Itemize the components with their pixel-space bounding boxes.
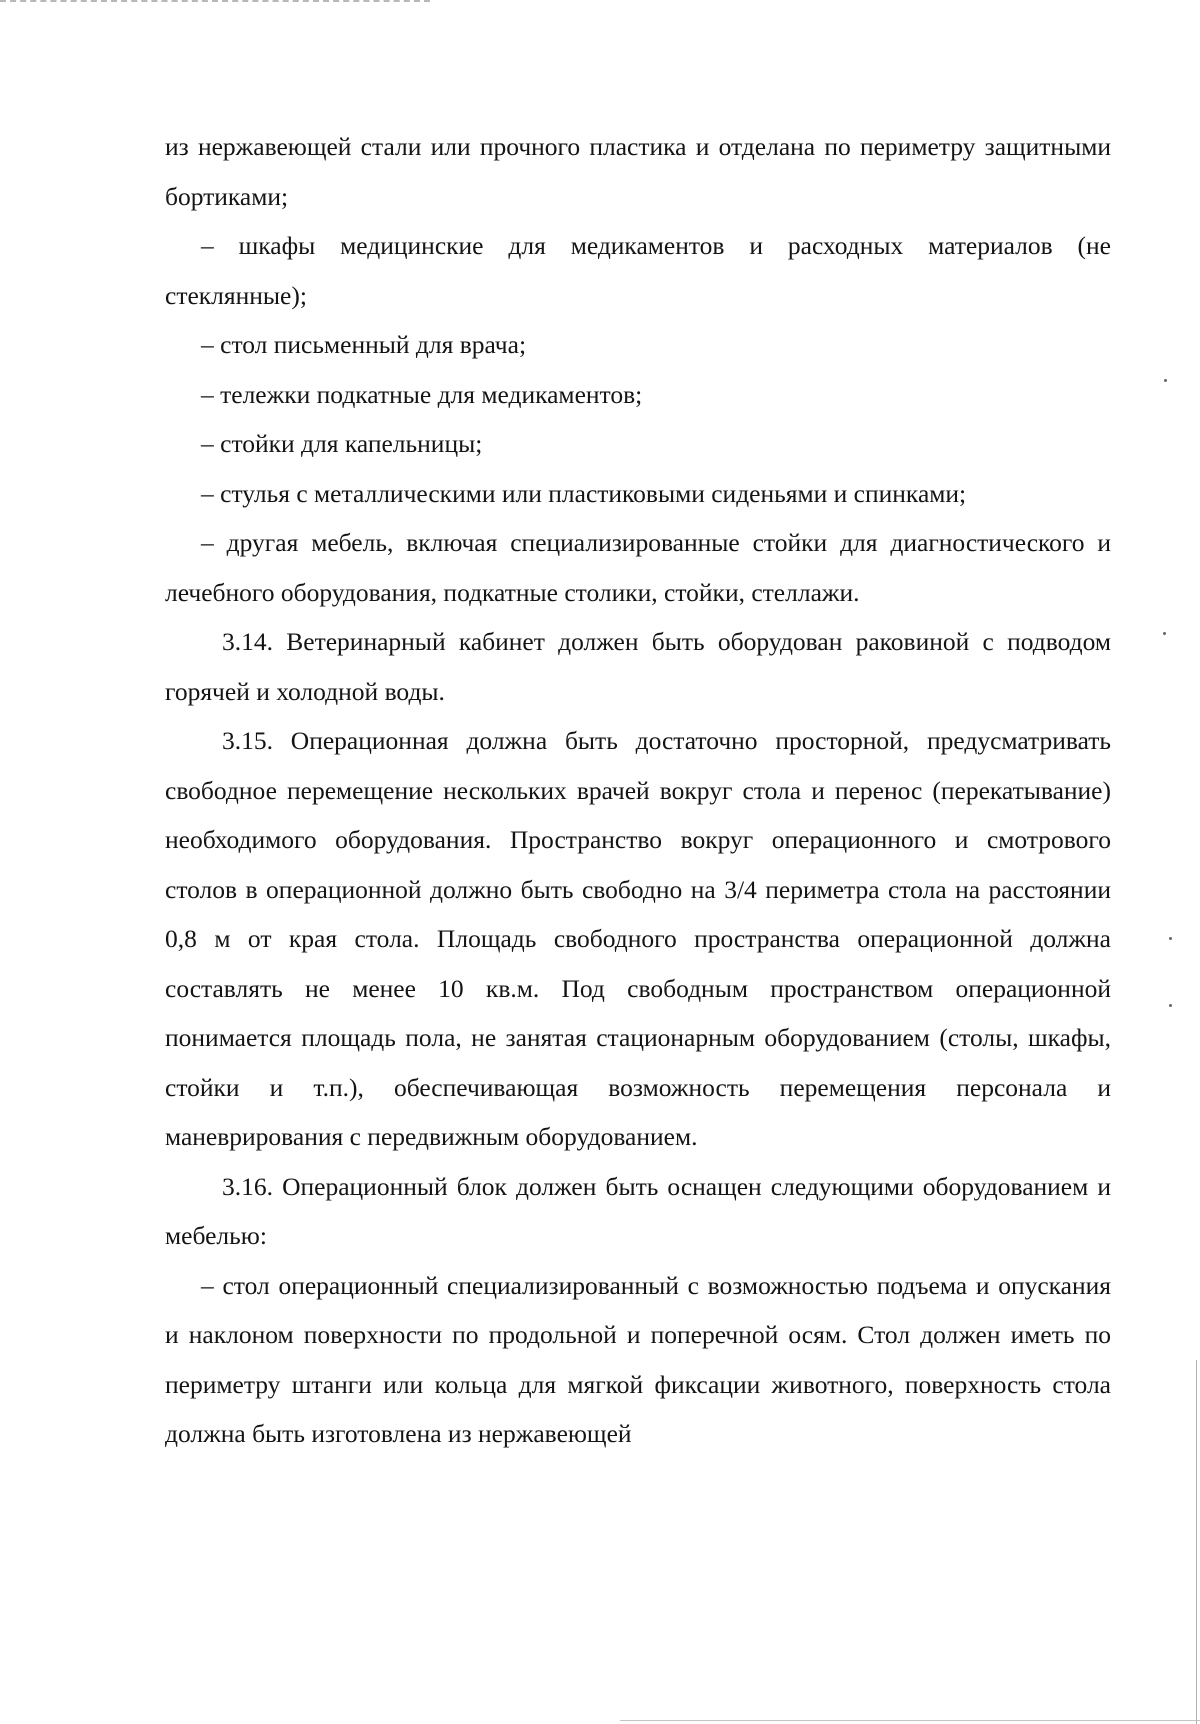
list-item-operating-table: – стол операционный специализированный с возможностью подъема и опускания и наклоном поверхности по продольной и поперечной осям. Стол должен иметь по периметру штанги или кольца для мягкой фиксации животного, поверхность стола должна быть изготовлена из нержавеющей (165, 1270, 1111, 1448)
scan-edge-bottom (620, 1720, 1200, 1722)
document-body (165, 122, 1111, 1459)
clause-3-14: 3.14. Ветеринарный кабинет должен быть оборудован раковиной с подводом горячей и холодной воды. (165, 627, 1111, 706)
scan-edge-right (1196, 1360, 1198, 1724)
list-item-desk: – стол письменный для врача; (201, 330, 527, 359)
scan-speck (1169, 937, 1172, 940)
list-item-cabinets: – шкафы медицинские для медикаментов и расходных материалов (не стеклянные); (165, 231, 1111, 310)
list-item-carts: – тележки подкатные для медикаментов; (201, 379, 643, 409)
scan-speck (1163, 632, 1166, 635)
scan-speck (1169, 1004, 1172, 1007)
list-item-other-furniture: – другая мебель, включая специализированные стойки для диагностического и лечебного оборудования, подкатные столики, стойки, стеллажи. (165, 528, 1111, 607)
scan-edge-top (0, 0, 430, 4)
list-item-chairs: – стулья с металлическими или пластиковыми сиденьями и спинками; (201, 478, 967, 508)
list-item-drip-stands: – стойки для капельницы; (201, 429, 483, 458)
clause-3-16: 3.16. Операционный блок должен быть оснащен следующими оборудованием и мебелью: (165, 1171, 1111, 1250)
clause-3-15: 3.15. Операционная должна быть достаточно просторной, предусматривать свободное перемещение нескольких врачей вокруг стола и перенос (перекатывание) необходимого оборудования. Пространство вокруг операционного и смотрового столов в операционной должно быть свободно на 3/4 периметра стола на расстоянии 0,8 м от края стола. Площадь свободного пространства операционной должна составлять не менее 10 кв.м. Под свободным пространством операционной понимается площадь пола, не занятая стационарным оборудованием (столы, шкафы, стойки и т.п.), обеспечивающая возможность перемещения персонала и маневрирования с передвижным оборудованием. (165, 726, 1111, 1151)
paragraph-continuation: из нержавеющей стали или прочного пластика и отделана по периметру защитными бортиками; (165, 132, 1111, 211)
scan-speck (1164, 379, 1167, 382)
